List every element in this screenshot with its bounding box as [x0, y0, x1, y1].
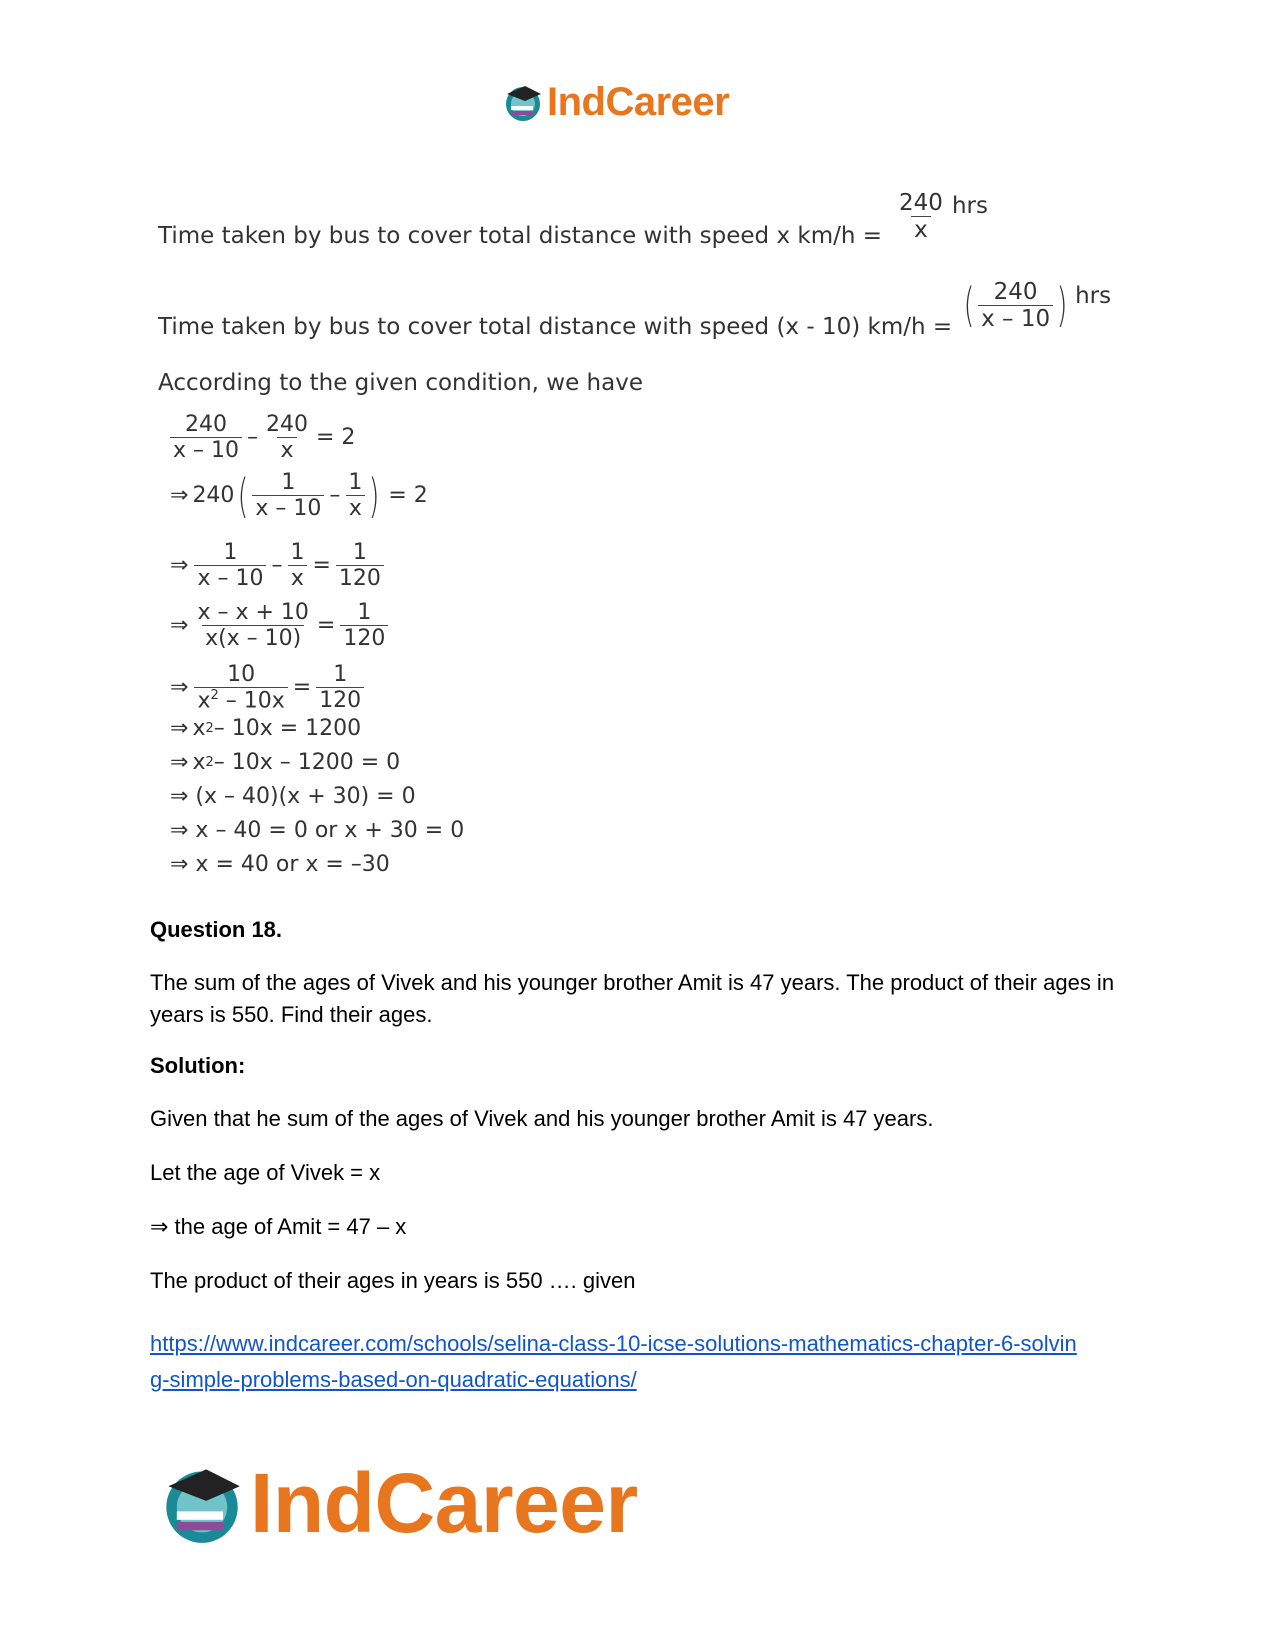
logo-wordmark: IndCareer	[250, 1456, 638, 1550]
header-logo	[503, 78, 729, 126]
math-step-9: ⇒ x – 40 = 0 or x + 30 = 0	[170, 818, 465, 843]
source-link[interactable]	[150, 1326, 1130, 1398]
solution-heading: Solution:	[150, 1053, 246, 1078]
math-step-7: ⇒ x 2 – 10x – 1200 = 0	[170, 750, 401, 775]
graduation-globe-icon	[503, 82, 543, 122]
solution-paragraph-2: Let the age of Vivek = x	[150, 1160, 381, 1185]
math-line-2: Time taken by bus to cover total distance with speed (x - 10) km/h = ( $\frac{240}{x - 10}$ ) hrs	[158, 278, 1112, 340]
math-step-6: ⇒ x 2 – 10x = 1200	[170, 716, 362, 741]
math-step-4: ⇒ $\frac{x - x + 10}{x(x - 10)}$ = $\frac{1}{120}$	[170, 600, 388, 651]
math-step-2: ⇒ 240 ( $\frac{1}{x - 10}$ – $\frac{1}{x}$ ) = 2	[170, 468, 428, 523]
math-step-8: ⇒ (x – 40)(x + 30) = 0	[170, 784, 416, 809]
footer-logo	[160, 1455, 638, 1551]
logo-wordmark: IndCareer	[547, 80, 730, 124]
solution-paragraph-1: Given that he sum of the ages of Vivek and his younger brother Amit is 47 years.	[150, 1106, 934, 1131]
source-link-line-1[interactable]: https://www.indcareer.com/schools/selina-class-10-icse-solutions-mathematics-chapter-6-solvin	[150, 1331, 1077, 1356]
math-step-10: ⇒ x = 40 or x = –30	[170, 852, 390, 877]
question-text: The sum of the ages of Vivek and his younger brother Amit is 47 years. The product of their ages in years is 550. Find their ages.	[150, 970, 1115, 1027]
source-link-line-2[interactable]: g-simple-problems-based-on-quadratic-equations/	[150, 1367, 637, 1392]
math-step-3: ⇒ $\frac{1}{x - 10}$ – $\frac{1}{x}$ = $\frac{1}{120}$	[170, 540, 384, 591]
graduation-globe-icon	[160, 1461, 244, 1545]
solution-paragraph-3: ⇒ the age of Amit = 47 – x	[150, 1214, 407, 1239]
question-heading: Question 18.	[150, 917, 283, 942]
math-step-5: ⇒ $\frac{10}{x^2 - 10x}$ = $\frac{1}{120}$	[170, 662, 364, 713]
math-step-1: $\frac{240}{x - 10}$ – $\frac{240}{x}$ = 2	[170, 412, 360, 463]
math-line-1: Time taken by bus to cover total distance with speed x km/h = $\frac{240}{x}$ hrs	[158, 189, 988, 249]
math-line-3: According to the given condition, we have	[158, 370, 643, 396]
solution-paragraph-4: The product of their ages in years is 550 …. given	[150, 1268, 636, 1293]
